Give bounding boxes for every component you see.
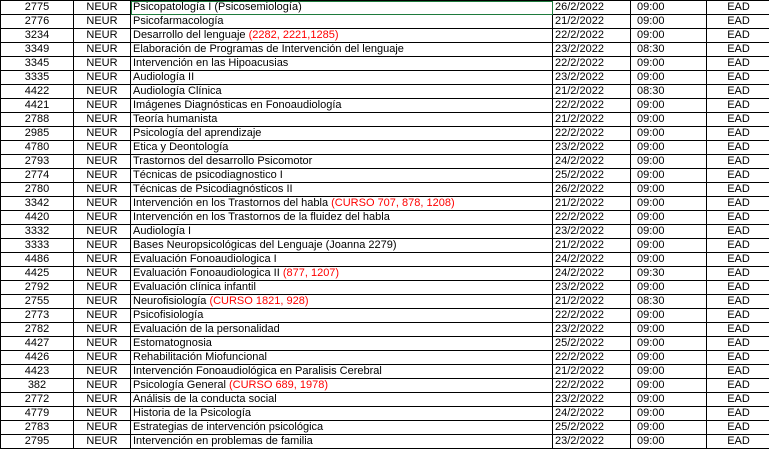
cell-department[interactable]: NEUR: [74, 407, 131, 421]
table-row: [1, 1, 769, 15]
cell-department[interactable]: NEUR: [74, 99, 131, 113]
cell-time[interactable]: 09:00: [631, 435, 707, 449]
subject-note: (CURSO 1821, 928): [209, 295, 309, 307]
cell-date[interactable]: 26/2/2022: [553, 183, 631, 197]
cell-date[interactable]: 23/2/2022: [553, 141, 631, 155]
table-row: [1, 43, 769, 57]
cell-time[interactable]: 09:00: [631, 379, 707, 393]
cell-subject[interactable]: [131, 337, 553, 351]
cell-time[interactable]: 09:00: [631, 15, 707, 29]
subject-text: Psicopatología I (Psicosemiología): [133, 1, 302, 13]
cell-time[interactable]: 09:00: [631, 71, 707, 85]
cell-time[interactable]: 09:00: [631, 421, 707, 435]
cell-date[interactable]: 24/2/2022: [553, 407, 631, 421]
cell-subject[interactable]: [131, 309, 553, 323]
cell-time[interactable]: 09:00: [631, 239, 707, 253]
cell-subject[interactable]: [131, 295, 553, 309]
cell-subject[interactable]: [131, 71, 553, 85]
cell-time[interactable]: 09:00: [631, 183, 707, 197]
cell-date[interactable]: 23/2/2022: [553, 281, 631, 295]
cell-date[interactable]: 25/2/2022: [553, 337, 631, 351]
cell-department[interactable]: NEUR: [74, 253, 131, 267]
table-row: [1, 29, 769, 43]
subject-text: Trastornos del desarrollo Psicomotor: [133, 155, 313, 167]
subject-text: Desarrollo del lenguaje: [133, 29, 249, 41]
subject-text: Teoría humanista: [133, 113, 218, 125]
subject-text: Audiología II: [133, 71, 195, 83]
cell-modality[interactable]: EAD: [707, 337, 769, 351]
subject-text: Bases Neuropsicológicas del Lenguaje (Joanna 2279): [133, 239, 397, 251]
cell-time[interactable]: 09:30: [631, 267, 707, 281]
cell-time[interactable]: 09:00: [631, 29, 707, 43]
cell-date[interactable]: 21/2/2022: [553, 113, 631, 127]
cell-code[interactable]: 2780: [1, 183, 74, 197]
cell-code[interactable]: 2795: [1, 435, 74, 449]
cell-subject[interactable]: [131, 211, 553, 225]
cell-department[interactable]: NEUR: [74, 43, 131, 57]
cell-date[interactable]: 22/2/2022: [553, 127, 631, 141]
subject-text: Intervención en las Hipoacusias: [133, 57, 289, 69]
table-row: [1, 225, 769, 239]
cell-time[interactable]: 09:00: [631, 253, 707, 267]
cell-time[interactable]: 09:00: [631, 393, 707, 407]
table-row: [1, 155, 769, 169]
subject-text: Imágenes Diagnósticas en Fonoaudiología: [133, 99, 342, 111]
cell-code[interactable]: 3349: [1, 43, 74, 57]
cell-date[interactable]: 23/2/2022: [553, 323, 631, 337]
cell-code[interactable]: 3345: [1, 57, 74, 71]
cell-time[interactable]: 09:00: [631, 281, 707, 295]
cell-date[interactable]: 23/2/2022: [553, 43, 631, 57]
table-row: [1, 309, 769, 323]
cell-subject[interactable]: [131, 351, 553, 365]
cell-time[interactable]: 09:00: [631, 323, 707, 337]
cell-date[interactable]: 22/2/2022: [553, 211, 631, 225]
cell-department[interactable]: NEUR: [74, 421, 131, 435]
cell-code[interactable]: 2788: [1, 113, 74, 127]
cell-date[interactable]: 25/2/2022: [553, 421, 631, 435]
cell-date[interactable]: 21/2/2022: [553, 239, 631, 253]
cell-modality[interactable]: EAD: [707, 253, 769, 267]
table-row: [1, 365, 769, 379]
cell-date[interactable]: 22/2/2022: [553, 351, 631, 365]
cell-date[interactable]: 24/2/2022: [553, 267, 631, 281]
cell-subject[interactable]: [131, 127, 553, 141]
cell-subject[interactable]: [131, 393, 553, 407]
cell-code[interactable]: 2775: [1, 1, 74, 15]
cell-code[interactable]: 2773: [1, 309, 74, 323]
subject-text: Intervención en los Trastornos de la fluidez del habla: [133, 211, 390, 223]
subject-text: Análisis de la conducta social: [133, 393, 277, 405]
cell-date[interactable]: 21/2/2022: [553, 85, 631, 99]
cell-time[interactable]: 08:30: [631, 43, 707, 57]
cell-date[interactable]: 25/2/2022: [553, 169, 631, 183]
cell-modality[interactable]: EAD: [707, 57, 769, 71]
cell-date[interactable]: 22/2/2022: [553, 29, 631, 43]
cell-date[interactable]: 22/2/2022: [553, 379, 631, 393]
cell-department[interactable]: NEUR: [74, 57, 131, 71]
cell-code[interactable]: 2985: [1, 127, 74, 141]
cell-department[interactable]: NEUR: [74, 309, 131, 323]
subject-text: Rehabilitación Miofuncional: [133, 351, 267, 363]
table-row: [1, 15, 769, 29]
cell-department[interactable]: NEUR: [74, 379, 131, 393]
subject-text: Técnicas de Psicodiagnósticos II: [133, 183, 293, 195]
subject-text: Audiología I: [133, 225, 192, 237]
table-row: [1, 239, 769, 253]
subject-note: (877, 1207): [282, 267, 340, 279]
cell-department[interactable]: NEUR: [74, 295, 131, 309]
cell-date[interactable]: 26/2/2022: [553, 1, 631, 15]
cell-department[interactable]: NEUR: [74, 267, 131, 281]
table-row: [1, 295, 769, 309]
cell-time[interactable]: 09:00: [631, 197, 707, 211]
cell-time[interactable]: 09:00: [631, 113, 707, 127]
subject-text: Elaboración de Programas de Intervención del lenguaje: [133, 43, 404, 55]
table-row: [1, 267, 769, 281]
cell-subject[interactable]: [131, 267, 553, 281]
cell-modality[interactable]: EAD: [707, 351, 769, 365]
subject-text: Psicofisiología: [133, 309, 204, 321]
table-row: [1, 351, 769, 365]
cell-code[interactable]: 3332: [1, 225, 74, 239]
cell-modality[interactable]: EAD: [707, 225, 769, 239]
cell-code[interactable]: 3335: [1, 71, 74, 85]
cell-date[interactable]: 22/2/2022: [553, 99, 631, 113]
cell-modality[interactable]: EAD: [707, 71, 769, 85]
cell-code[interactable]: 2774: [1, 169, 74, 183]
cell-department[interactable]: NEUR: [74, 365, 131, 379]
cell-department[interactable]: NEUR: [74, 155, 131, 169]
subject-text: Historia de la Psicología: [133, 407, 252, 419]
cell-code[interactable]: 4427: [1, 337, 74, 351]
cell-modality[interactable]: EAD: [707, 127, 769, 141]
cell-department[interactable]: NEUR: [74, 183, 131, 197]
cell-code[interactable]: 4486: [1, 253, 74, 267]
cell-date[interactable]: 24/2/2022: [553, 253, 631, 267]
cell-modality[interactable]: EAD: [707, 421, 769, 435]
cell-modality[interactable]: EAD: [707, 379, 769, 393]
cell-code[interactable]: 2782: [1, 323, 74, 337]
cell-modality[interactable]: EAD: [707, 1, 769, 15]
cell-modality[interactable]: EAD: [707, 43, 769, 57]
subject-text: Estomatognosia: [133, 337, 212, 349]
cell-modality[interactable]: EAD: [707, 407, 769, 421]
table-row: [1, 421, 769, 435]
table-row: [1, 407, 769, 421]
table-row: [1, 253, 769, 267]
cell-modality[interactable]: EAD: [707, 239, 769, 253]
cell-date[interactable]: 21/2/2022: [553, 365, 631, 379]
table-row: [1, 169, 769, 183]
cell-time[interactable]: 09:00: [631, 365, 707, 379]
cell-code[interactable]: 4780: [1, 141, 74, 155]
table-row: [1, 141, 769, 155]
cell-department[interactable]: NEUR: [74, 113, 131, 127]
table-row: [1, 197, 769, 211]
cell-modality[interactable]: EAD: [707, 169, 769, 183]
cell-subject[interactable]: [131, 169, 553, 183]
cell-time[interactable]: 09:00: [631, 225, 707, 239]
table-row: [1, 379, 769, 393]
cell-department[interactable]: NEUR: [74, 435, 131, 449]
cell-date[interactable]: 21/2/2022: [553, 295, 631, 309]
cell-subject[interactable]: [131, 113, 553, 127]
cell-code[interactable]: 4423: [1, 365, 74, 379]
cell-department[interactable]: NEUR: [74, 197, 131, 211]
subject-note: (CURSO 689, 1978): [229, 379, 329, 391]
cell-time[interactable]: 09:00: [631, 407, 707, 421]
cell-time[interactable]: 08:30: [631, 85, 707, 99]
table-row: [1, 85, 769, 99]
table-row: [1, 337, 769, 351]
cell-department[interactable]: NEUR: [74, 169, 131, 183]
cell-date[interactable]: 23/2/2022: [553, 393, 631, 407]
cell-code[interactable]: 4779: [1, 407, 74, 421]
cell-code[interactable]: 4426: [1, 351, 74, 365]
cell-modality[interactable]: EAD: [707, 281, 769, 295]
cell-time[interactable]: 09:00: [631, 309, 707, 323]
cell-date[interactable]: 23/2/2022: [553, 225, 631, 239]
cell-modality[interactable]: EAD: [707, 211, 769, 225]
table-row: [1, 71, 769, 85]
cell-date[interactable]: 23/2/2022: [553, 71, 631, 85]
subject-text: Intervención en los Trastornos del habla: [133, 197, 332, 209]
subject-text: Evaluación Fonoaudiologica II: [133, 267, 283, 279]
cell-code[interactable]: 2792: [1, 281, 74, 295]
cell-subject[interactable]: [131, 379, 553, 393]
subject-text: Psicología del aprendizaje: [133, 127, 262, 139]
subject-text: Evaluación Fonoaudiologica I: [133, 253, 277, 265]
subject-text: Etica y Deontología: [133, 141, 229, 153]
cell-time[interactable]: 09:00: [631, 127, 707, 141]
cell-modality[interactable]: EAD: [707, 393, 769, 407]
cell-date[interactable]: 24/2/2022: [553, 155, 631, 169]
cell-time[interactable]: 09:00: [631, 1, 707, 15]
subject-text: Estrategias de intervención psicológica: [133, 421, 324, 433]
cell-subject[interactable]: [131, 197, 553, 211]
cell-subject[interactable]: [131, 323, 553, 337]
cell-code[interactable]: 2793: [1, 155, 74, 169]
cell-time[interactable]: 09:00: [631, 211, 707, 225]
cell-date[interactable]: 21/2/2022: [553, 15, 631, 29]
cell-subject[interactable]: [131, 15, 553, 29]
cell-department[interactable]: NEUR: [74, 351, 131, 365]
cell-subject[interactable]: [131, 43, 553, 57]
cell-subject[interactable]: [131, 1, 553, 15]
cell-subject[interactable]: [131, 57, 553, 71]
cell-modality[interactable]: EAD: [707, 155, 769, 169]
table-row: [1, 393, 769, 407]
cell-code[interactable]: 3234: [1, 29, 74, 43]
cell-subject[interactable]: [131, 85, 553, 99]
cell-modality[interactable]: EAD: [707, 323, 769, 337]
cell-modality[interactable]: EAD: [707, 197, 769, 211]
cell-code[interactable]: 382: [1, 379, 74, 393]
cell-time[interactable]: 09:00: [631, 155, 707, 169]
cell-modality[interactable]: EAD: [707, 309, 769, 323]
cell-time[interactable]: 09:00: [631, 169, 707, 183]
cell-modality[interactable]: EAD: [707, 15, 769, 29]
cell-code[interactable]: 4422: [1, 85, 74, 99]
cell-department[interactable]: NEUR: [74, 71, 131, 85]
subject-note: (CURSO 707, 878, 1208): [331, 197, 455, 209]
cell-department[interactable]: NEUR: [74, 15, 131, 29]
cell-department[interactable]: NEUR: [74, 85, 131, 99]
cell-subject[interactable]: [131, 435, 553, 449]
table-row: [1, 435, 769, 449]
table-row: [1, 99, 769, 113]
subject-text: Intervención en problemas de familia: [133, 435, 313, 447]
cell-department[interactable]: NEUR: [74, 1, 131, 15]
cell-modality[interactable]: EAD: [707, 183, 769, 197]
subject-text: Psicología General: [133, 379, 229, 391]
cell-department[interactable]: NEUR: [74, 337, 131, 351]
cell-time[interactable]: 09:00: [631, 99, 707, 113]
cell-modality[interactable]: EAD: [707, 141, 769, 155]
table-body: [1, 1, 769, 449]
subject-note: (2282, 2221,1285): [248, 29, 339, 41]
cell-department[interactable]: NEUR: [74, 127, 131, 141]
cell-department[interactable]: NEUR: [74, 141, 131, 155]
table-row: [1, 211, 769, 225]
table-row: [1, 113, 769, 127]
subject-text: Neurofisiología: [133, 295, 210, 307]
table-row: [1, 323, 769, 337]
cell-department[interactable]: NEUR: [74, 281, 131, 295]
cell-code[interactable]: 4425: [1, 267, 74, 281]
cell-code[interactable]: 3342: [1, 197, 74, 211]
cell-date[interactable]: 21/2/2022: [553, 197, 631, 211]
cell-modality[interactable]: EAD: [707, 85, 769, 99]
table-row: [1, 57, 769, 71]
cell-modality[interactable]: EAD: [707, 295, 769, 309]
cell-time[interactable]: 09:00: [631, 141, 707, 155]
cell-time[interactable]: 09:00: [631, 351, 707, 365]
cell-code[interactable]: 2776: [1, 15, 74, 29]
cell-subject[interactable]: [131, 407, 553, 421]
subject-text: Psicofarmacología: [133, 15, 224, 27]
cell-subject[interactable]: [131, 239, 553, 253]
cell-department[interactable]: NEUR: [74, 211, 131, 225]
cell-code[interactable]: 2755: [1, 295, 74, 309]
cell-subject[interactable]: [131, 421, 553, 435]
cell-modality[interactable]: EAD: [707, 267, 769, 281]
subject-text: Técnicas de psicodiagnostico I: [133, 169, 283, 181]
cell-subject[interactable]: [131, 365, 553, 379]
cell-time[interactable]: 09:00: [631, 337, 707, 351]
subject-text: Audiología Clínica: [133, 85, 222, 97]
cell-subject[interactable]: [131, 253, 553, 267]
subject-text: Intervención Fonoaudiológica en Paralisis Cerebral: [133, 365, 382, 377]
cell-subject[interactable]: [131, 281, 553, 295]
cell-time[interactable]: 08:30: [631, 295, 707, 309]
cell-department[interactable]: NEUR: [74, 393, 131, 407]
subject-text: Evaluación clínica infantil: [133, 281, 256, 293]
cell-modality[interactable]: EAD: [707, 435, 769, 449]
cell-subject[interactable]: [131, 29, 553, 43]
cell-department[interactable]: NEUR: [74, 323, 131, 337]
cell-subject[interactable]: [131, 99, 553, 113]
cell-code[interactable]: 2772: [1, 393, 74, 407]
cell-date[interactable]: 23/2/2022: [553, 435, 631, 449]
cell-time[interactable]: 09:00: [631, 57, 707, 71]
cell-modality[interactable]: EAD: [707, 99, 769, 113]
cell-subject[interactable]: [131, 155, 553, 169]
cell-subject[interactable]: [131, 141, 553, 155]
cell-code[interactable]: 4420: [1, 211, 74, 225]
cell-date[interactable]: 22/2/2022: [553, 57, 631, 71]
cell-subject[interactable]: [131, 225, 553, 239]
subject-text: Evaluación de la personalidad: [133, 323, 280, 335]
cell-code[interactable]: 2783: [1, 421, 74, 435]
cell-modality[interactable]: EAD: [707, 113, 769, 127]
table-row: [1, 281, 769, 295]
cell-department[interactable]: NEUR: [74, 239, 131, 253]
cell-code[interactable]: 4421: [1, 99, 74, 113]
table-row: [1, 183, 769, 197]
cell-modality[interactable]: EAD: [707, 29, 769, 43]
cell-modality[interactable]: EAD: [707, 365, 769, 379]
table-row: [1, 127, 769, 141]
cell-date[interactable]: 22/2/2022: [553, 309, 631, 323]
cell-subject[interactable]: [131, 183, 553, 197]
cell-department[interactable]: NEUR: [74, 225, 131, 239]
cell-department[interactable]: NEUR: [74, 29, 131, 43]
cell-code[interactable]: 3333: [1, 239, 74, 253]
